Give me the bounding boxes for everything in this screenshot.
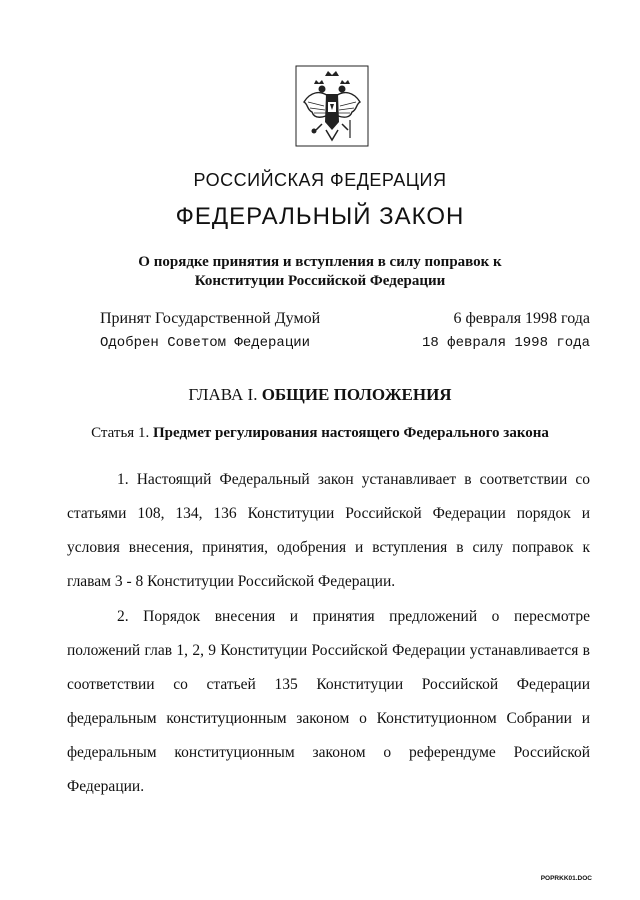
file-name-footer: POPRKK01.DOC bbox=[540, 875, 592, 882]
adopted-date: 6 февраля 1998 года bbox=[453, 310, 590, 327]
paragraph: 1. Настоящий Федеральный закон устанавливает в соответствии со статьями 108, 134, 136 Конституции Российской Федерации порядок и условия внесения, принятия, одобрения и вступления в силу поправок к главам 3 - 8 Конституции Российской Федерации. bbox=[67, 471, 590, 590]
law-title-line: Конституции Российской Федерации bbox=[194, 273, 446, 289]
law-title bbox=[120, 253, 520, 291]
chapter-title: ОБЩИЕ ПОЛОЖЕНИЯ bbox=[261, 385, 452, 404]
law-title-line: О порядке принятия и вступления в силу поправок к bbox=[138, 254, 502, 270]
chapter-heading bbox=[0, 385, 640, 405]
adopted-row bbox=[100, 310, 590, 328]
article-number: Статья 1. bbox=[91, 425, 150, 441]
law-type-heading: ФЕДЕРАЛЬНЫЙ ЗАКОН bbox=[175, 203, 465, 230]
approved-label: Одобрен Советом Федерации bbox=[100, 335, 311, 351]
article-title: Предмет регулирования настоящего Федерального закона bbox=[152, 425, 549, 441]
approved-row bbox=[100, 335, 590, 351]
country-name: РОССИЙСКАЯ ФЕДЕРАЦИЯ bbox=[193, 170, 447, 190]
paragraph: 2. Порядок внесения и принятия предложений о пересмотре положений глав 1, 2, 9 Конституции Российской Федерации устанавливается в соответствии со статьей 135 Конституции Российской Федерации федеральным конституционным законом о Конституционном Собрании и федеральным конституционным законом о референдуме Российской Федерации. bbox=[67, 608, 590, 795]
approved-date: 18 февраля 1998 года bbox=[421, 335, 590, 351]
article-heading bbox=[0, 425, 640, 442]
chapter-number: ГЛАВА I. bbox=[188, 385, 258, 404]
adopted-label: Принят Государственной Думой bbox=[100, 310, 321, 327]
coat-of-arms-icon bbox=[292, 62, 372, 150]
